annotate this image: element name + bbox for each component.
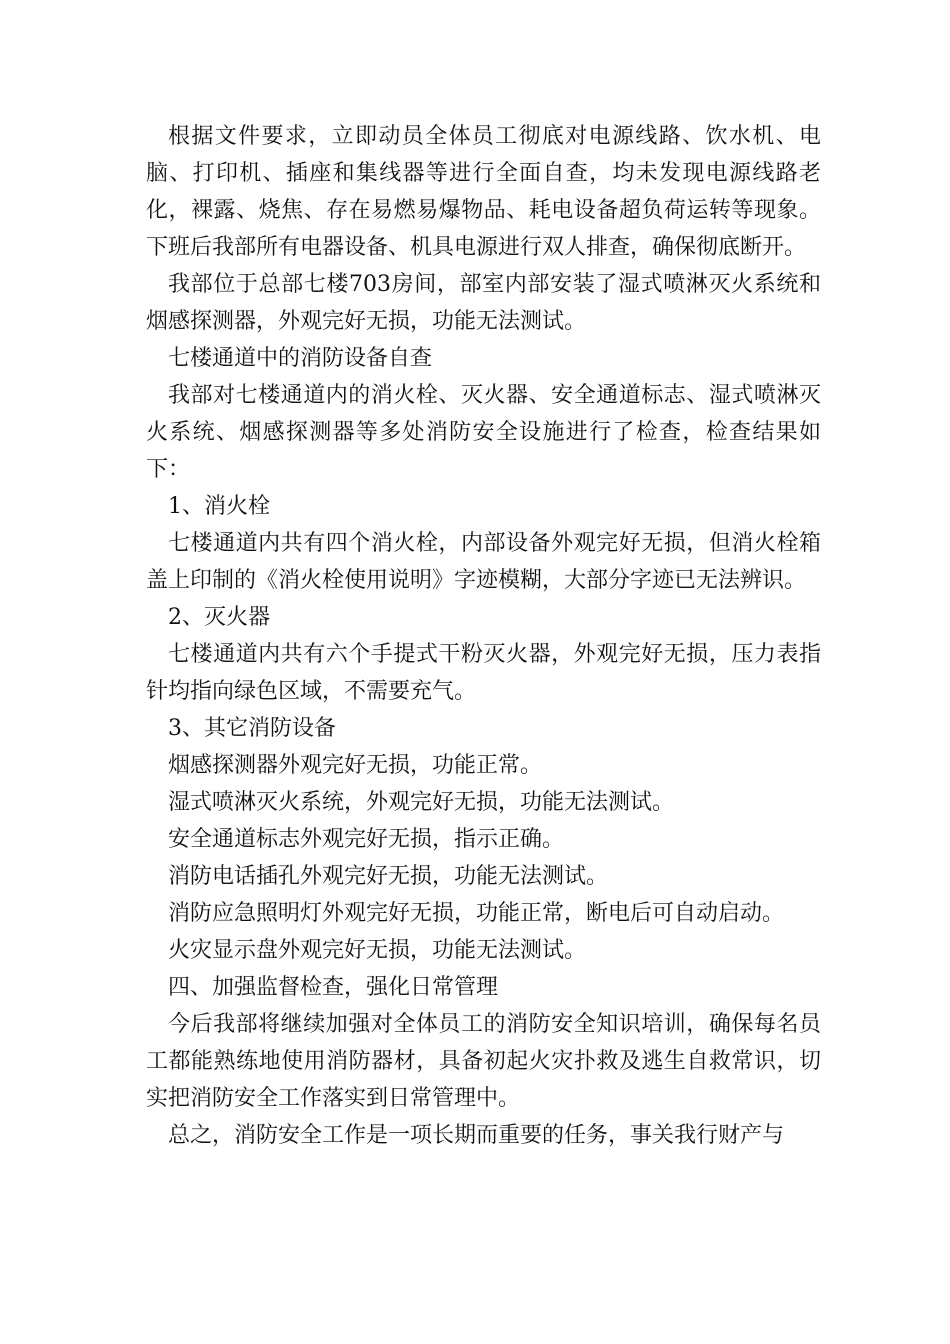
item-emergency-light: 消防应急照明灯外观完好无损，功能正常，断电后可自动启动。 bbox=[168, 901, 785, 926]
item-exit-sign: 安全通道标志外观完好无损，指示正确。 bbox=[168, 827, 565, 852]
heading-supervision: 四、加强监督检查，强化日常管理 bbox=[168, 975, 499, 1000]
item-smoke-detector: 烟感探测器外观完好无损，功能正常。 bbox=[168, 753, 543, 778]
heading-extinguisher: 2、灭火器 bbox=[168, 605, 270, 630]
paragraph-conclusion: 总之，消防安全工作是一项长期而重要的任务，事关我行财产与 bbox=[168, 1123, 785, 1148]
document-body bbox=[146, 118, 821, 1154]
heading-hydrant: 1、消火栓 bbox=[168, 494, 270, 519]
item-fire-display-panel: 火灾显示盘外观完好无损，功能无法测试。 bbox=[168, 938, 587, 963]
paragraph-extinguisher: 七楼通道内共有六个手提式干粉灭火器，外观完好无损，压力表指针均指向绿色区域，不需要充气。 bbox=[146, 642, 821, 704]
heading-other-equipment: 3、其它消防设备 bbox=[168, 716, 336, 741]
item-fire-phone-jack: 消防电话插孔外观完好无损，功能无法测试。 bbox=[168, 864, 609, 889]
heading-corridor-inspection: 七楼通道中的消防设备自查 bbox=[168, 346, 433, 371]
paragraph-self-inspection: 根据文件要求，立即动员全体员工彻底对电源线路、饮水机、电脑、打印机、插座和集线器等进行全面自查，均未发现电源线路老化，裸露、烧焦、存在易燃易爆物品、耗电设备超负荷运转等现象。下班后我部所有电器设备、机具电源进行双人排查，确保彻底断开。 bbox=[146, 124, 821, 260]
paragraph-hydrant: 七楼通道内共有四个消火栓，内部设备外观完好无损，但消火栓箱盖上印制的《消火栓使用说明》字迹模糊，大部分字迹已无法辨识。 bbox=[146, 531, 821, 593]
paragraph-room-703: 我部位于总部七楼703房间，部室内部安装了湿式喷淋灭火系统和烟感探测器，外观完好无损，功能无法测试。 bbox=[146, 272, 821, 334]
paragraph-training: 今后我部将继续加强对全体员工的消防安全知识培训，确保每名员工都能熟练地使用消防器材，具备初起火灾扑救及逃生自救常识，切实把消防安全工作落实到日常管理中。 bbox=[146, 1012, 821, 1111]
item-sprinkler-system: 湿式喷淋灭火系统，外观完好无损，功能无法测试。 bbox=[168, 790, 675, 815]
paragraph-corridor-check: 我部对七楼通道内的消火栓、灭火器、安全通道标志、湿式喷淋灭火系统、烟感探测器等多处消防安全设施进行了检查，检查结果如下： bbox=[146, 383, 821, 482]
